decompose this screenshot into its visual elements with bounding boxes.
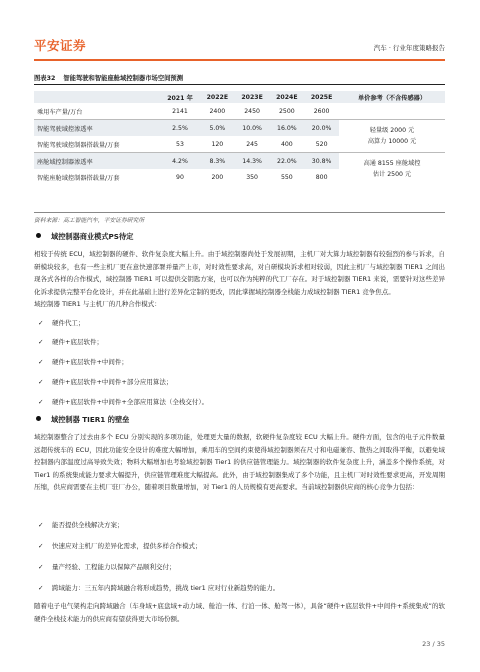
column-header: 2024E [269,91,304,103]
page-header [34,36,445,58]
list-item-text: 硬件+底层软件+中间件+部分应用算法； [52,378,173,386]
table-cell: 30.8% [304,153,339,170]
paragraph: 随着电子电气架构走向跨域融合（车身域+底盘域+动力域、舱泊一体、行泊一体、舱驾一体），具备“硬件+底层软件+中间件+系统集成”的软硬件全栈技术能力的供应商有望获得更大市场份额。 [34,602,445,623]
checkmark-icon: ✓ [38,358,44,366]
column-header: 单价参考（不含传感器） [339,91,445,103]
figure-title: 智能驾驶和智能座舱域控制器市场空间预测 [63,75,183,82]
list-item [38,541,202,551]
report-title: 汽车 · 行业年度策略报告 [373,44,445,52]
list-item-text: 硬件代工； [52,319,85,327]
table-cell: 14.3% [235,153,270,170]
column-header: 2022E [200,91,235,103]
note-line: 轻量级 2000 元 [369,127,415,134]
list-item-text: 硬件+底层软件+中间件+全部应用算法（全栈交付）。 [52,398,209,406]
list-item-text: 跨域能力：三五年内跨域融合将形成趋势，挑战 tier1 应对行业新趋势的能力。 [52,584,280,592]
figure-number: 图表32 [34,75,56,82]
table-cell: 2141 [172,107,188,115]
list-item-text: 快速应对主机厂的差异化需求，提供多样合作模式； [52,542,202,550]
price-note-cockpit [339,153,445,186]
table-cell: 400 [280,140,293,148]
list-item [38,397,208,407]
table-cell: 350 [246,173,258,181]
market-forecast-table [34,91,445,185]
table-cell: 800 [315,173,328,181]
list-item [38,318,85,328]
row-label: 座舱域控制器渗透率 [34,153,160,170]
section-heading [36,232,133,242]
list-item [38,337,103,347]
section-heading-text: 域控制器 TIER1 的壁垒 [51,415,130,424]
table-header-row [34,91,445,103]
checkmark-icon: ✓ [38,378,44,386]
table-cell: 5.0% [200,120,235,137]
list-item-text: 能否提供全栈解决方案； [52,521,124,529]
table-cell: 2450 [244,107,260,115]
price-note-adas [339,120,445,153]
checkmark-icon: ✓ [38,319,44,327]
paragraph: 相较于传统 ECU，域控制器的硬件、软件复杂度大幅上升。由于域控制器尚处于发展初期，主机厂对大算力域控制器有较强烈的参与诉求，自研模块较多，也有一些主机厂更在意快速部署并量产上市，对时效性要求高，对自研模块诉求相对较弱，因此主机厂与域控制器 TIER1 之间出现各式各样的合作模式，域控制器 TIER1 可以提供交钥匙方案，也可以作为纯粹的代工厂存在。对于域控制器 TIER1 来说，需要针对这些差异化诉求提供完整平台化设计，并在此基础上进行差异化定制的更改，因此掌握域控制器全栈能力成域控制器 TIER1 竞争焦点。 [34,250,445,296]
section-heading-text: 域控制器商业模式PS待定 [51,232,134,241]
table-cell: 53 [176,140,184,148]
list-item-text: 硬件+底层软件+中间件； [52,358,128,366]
list-item [38,520,124,530]
table-cell: 20.0% [304,120,339,137]
table-cell: 520 [315,140,328,148]
bullet-dot-icon [36,233,41,238]
checkmark-icon: ✓ [38,338,44,346]
company-logo: 平安证券 [34,38,87,53]
table-cell: 16.0% [269,120,304,137]
column-header: 2025E [304,91,339,103]
table-cell: 2400 [209,107,226,115]
list-item [38,562,176,572]
column-header [34,91,160,103]
paragraph: 域控制器整合了过去由多个 ECU 分别实现的多项功能，处理更大量的数据，软硬件复杂度较 ECU 大幅上升。硬件方面，包含的电子元件数量远超传统车的 ECU，因此功能安全设计的难度大幅增加，乘用车的空间约束使得域控制器须在尺寸和电磁兼容、散热之间取得平衡，以避免域控制器内部温度过高导致失效；物料大幅增加也考验域控制器 Tier1 的供应链管理能力。域控制器的软件复杂度上升，涵盖多个操作系统，对 Tier1 的系统集成能力要求大幅提升，供应链管理难度大幅提高。此外，由于域控制器集成了多个功能，且主机厂对时效性要求更高，开发周期压缩，供应商需要在主机厂驻厂办公，随着项目数量增加，对 Tier1 的人员规模有更高要求。当前域控制器供应商的核心竞争力包括： [34,433,445,492]
list-item [38,377,172,387]
checkmark-icon: ✓ [38,563,44,571]
column-header: 2021 年 [160,91,200,103]
row-label: 乘用车产量/万台 [37,108,83,116]
note-line: 高算力 10000 元 [367,138,417,145]
table-cell: 8.3% [200,153,235,170]
checkmark-icon: ✓ [38,521,44,529]
table-cell: 4.2% [160,153,200,170]
list-item [38,357,128,367]
section-heading [36,415,129,425]
note-line: 估计 2500 元 [372,171,412,178]
row-label: 智能座舱域控制器搭载量/万套 [37,174,120,182]
checkmark-icon: ✓ [38,398,44,406]
list-item [38,583,279,593]
page-number: 23 / 35 [422,640,445,648]
list-item-text: 量产经验、工程能力以保障产品顺利交付； [52,563,176,571]
table-cell: 550 [280,173,293,181]
table-cell: 120 [211,140,224,148]
table-row [34,153,445,170]
table-cell: 2600 [313,107,330,115]
checkmark-icon: ✓ [38,542,44,550]
column-header: 2023E [235,91,270,103]
table-cell: 90 [176,173,184,181]
figure-caption [34,73,445,85]
row-label: 智能驾驶域控渗透率 [34,120,160,137]
table-row [34,120,445,137]
table-cell: 245 [246,140,258,148]
note-line: 高通 8155 座舱域控 [363,160,421,167]
table-source: 资料来源：高工智能汽车，平安证券研究所 [34,212,445,224]
table-cell: 10.0% [235,120,270,137]
bullet-dot-icon [36,416,41,421]
table-cell: 2500 [278,107,295,115]
table-cell: 2.5% [160,120,200,137]
table-cell: 22.0% [269,153,304,170]
paragraph: 域控制器 TIER1 与主机厂的几种合作模式： [34,300,161,308]
header-rule [34,59,445,61]
checkmark-icon: ✓ [38,584,44,592]
row-label: 智能驾驶域控制器搭载量/万套 [37,141,120,149]
table-cell: 200 [211,173,224,181]
list-item-text: 硬件+底层软件； [52,338,103,346]
table-row [34,103,445,120]
